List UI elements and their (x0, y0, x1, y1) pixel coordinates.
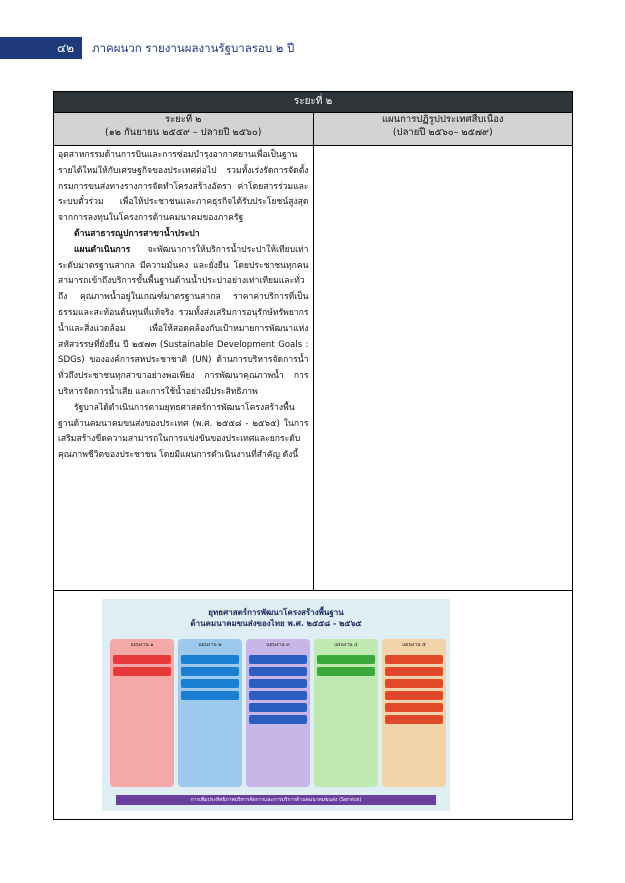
plan-text: จะพัฒนาการให้บริการน้ำประปาให้เทียบเท่าระดับมาตรฐานสากล มีความมั่นคง และยั่งยืน โดยประชาชนทุกคนสามารถเข้าถึงบริการขั้นพื้นฐานด้านน้ำประปาอย่างเท่าเทียมและทั่วถึง คุณภาพน้ำอยู่ในเกณฑ์มาตรฐานสากล ราคาค่าบริการที่เป็นธรรมและสะท้อนต้นทุนที่แท้จริง รวมทั้งส่งเสริมการอนุรักษ์ทรัพยากรน้ำและสิ่งแวดล้อม เพื่อให้สอดคล้องกับเป้าหมายการพัฒนาแห่งสหัสวรรษที่ยั่งยืน ปี ๒๕๗๓ (Sustainable Development Goals : SDGs) ขององค์การสหประชาชาติ (UN) ด้านการบริหารจัดการน้ำทั่วถึงประชาชนทุกสาขาอย่างพอเพียง การพัฒนาคุณภาพน้ำ การบริหารจัดการน้ำเสีย และการใช้น้ำอย่างมีประสิทธิภาพ (58, 244, 309, 397)
infographic-item (385, 667, 443, 676)
infographic-item (181, 667, 239, 676)
infographic-footer: การเพิ่มประสิทธิภาพบริหารจัดการและการบริการด้านคมนาคมขนส่ง (Service) (116, 795, 436, 805)
infographic-column-title: แผนงาน ๓ (266, 642, 290, 648)
reform-body (313, 146, 573, 591)
infographic-cell (54, 591, 573, 820)
infographic-item (181, 679, 239, 688)
infographic-item (249, 667, 307, 676)
infographic-column (178, 639, 242, 787)
col-header-reform (313, 113, 573, 146)
infographic-column (382, 639, 446, 787)
infographic-column (314, 639, 378, 787)
col2-line1: แผนการปฏิรูปประเทศสืบเนื่อง (381, 114, 504, 125)
infographic-column-title: แผนงาน ๒ (198, 642, 222, 648)
infographic-item (385, 703, 443, 712)
content-table (53, 91, 573, 820)
infographic-column-title: แผนงาน ๑ (130, 642, 154, 648)
section-heading: ด้านสาธารณูปการสาขาน้ำประปา (74, 228, 200, 239)
infographic-item (181, 655, 239, 664)
table-top-header: ระยะที่ ๒ (54, 92, 573, 113)
col-header-phase2 (54, 113, 314, 146)
paragraph-heading (58, 227, 309, 243)
infographic-item (249, 691, 307, 700)
infographic-column (110, 639, 174, 787)
infographic-column-title: แผนงาน ๔ (334, 642, 358, 648)
infographic-column-title: แผนงาน ๕ (402, 642, 426, 648)
page-header (0, 37, 625, 59)
infographic-title (102, 607, 450, 629)
infographic-item (385, 691, 443, 700)
infographic-column (246, 639, 310, 787)
phase2-body (54, 146, 314, 591)
infographic-item (113, 667, 171, 676)
infographic-item (385, 679, 443, 688)
infographic-item (249, 703, 307, 712)
col2-line2: (ปลายปี ๒๕๖๐– ๒๕๗๙) (392, 127, 493, 138)
paragraph-strategy: รัฐบาลได้ดำเนินการตามยุทธศาสตร์การพัฒนาโครงสร้างพื้นฐานด้านคมนาคมขนส่งของประเทศ (พ.ศ. ๒๕๕๘ - ๒๕๖๕) ในการเสริมสร้างขีดความสามารถในการแข่งขันของประเทศและยกระดับคุณภาพชีวิตของประชาชน โดยมีแผนการดำเนินงานที่สำคัญ ดังนี้ (58, 402, 309, 461)
infographic-item (385, 715, 443, 724)
infographic-item (113, 655, 171, 664)
infographic-item (249, 715, 307, 724)
infographic-title-line1: ยุทธศาสตร์การพัฒนาโครงสร้างพื้นฐาน (208, 608, 344, 617)
strategy-infographic (102, 599, 450, 811)
infographic-item (249, 655, 307, 664)
col1-line1: ระยะที่ ๒ (165, 114, 202, 125)
infographic-item (317, 667, 375, 676)
infographic-item (317, 655, 375, 664)
infographic-item (249, 679, 307, 688)
page-number: ๔๒ (0, 37, 82, 59)
infographic-item (385, 655, 443, 664)
infographic-title-line2: ด้านคมนาคมขนส่งของไทย พ.ศ. ๒๕๕๘ - ๒๕๖๕ (190, 619, 362, 628)
paragraph-plan (58, 243, 309, 401)
col1-line2: (๑๒ กันยายน ๒๕๕๙ – ปลายปี ๒๕๖๐) (105, 127, 262, 138)
paragraph-aviation: อุตสาหกรรมด้านการบินและการซ่อมบำรุงอากาศยานเพื่อเป็นฐานรายได้ใหม่ให้กับเศรษฐกิจของประเทศต่อไป รวมทั้งเร่งรัดการจัดตั้งกรมการขนส่งทางรางการจัดทำโครงสร้างอัตรา ค่าโดยสารร่วมและระบบตั๋วร่วม เพื่อให้ประชาชนและภาคธุรกิจได้รับประโยชน์สูงสุดจากการลงทุนในโครงการด้านคมนาคมของภาครัฐ (58, 150, 309, 224)
header-title: ภาคผนวก รายงานผลงานรัฐบาลรอบ ๒ ปี (92, 41, 295, 55)
infographic-item (181, 691, 239, 700)
plan-label: แผนดำเนินการ (74, 244, 131, 255)
